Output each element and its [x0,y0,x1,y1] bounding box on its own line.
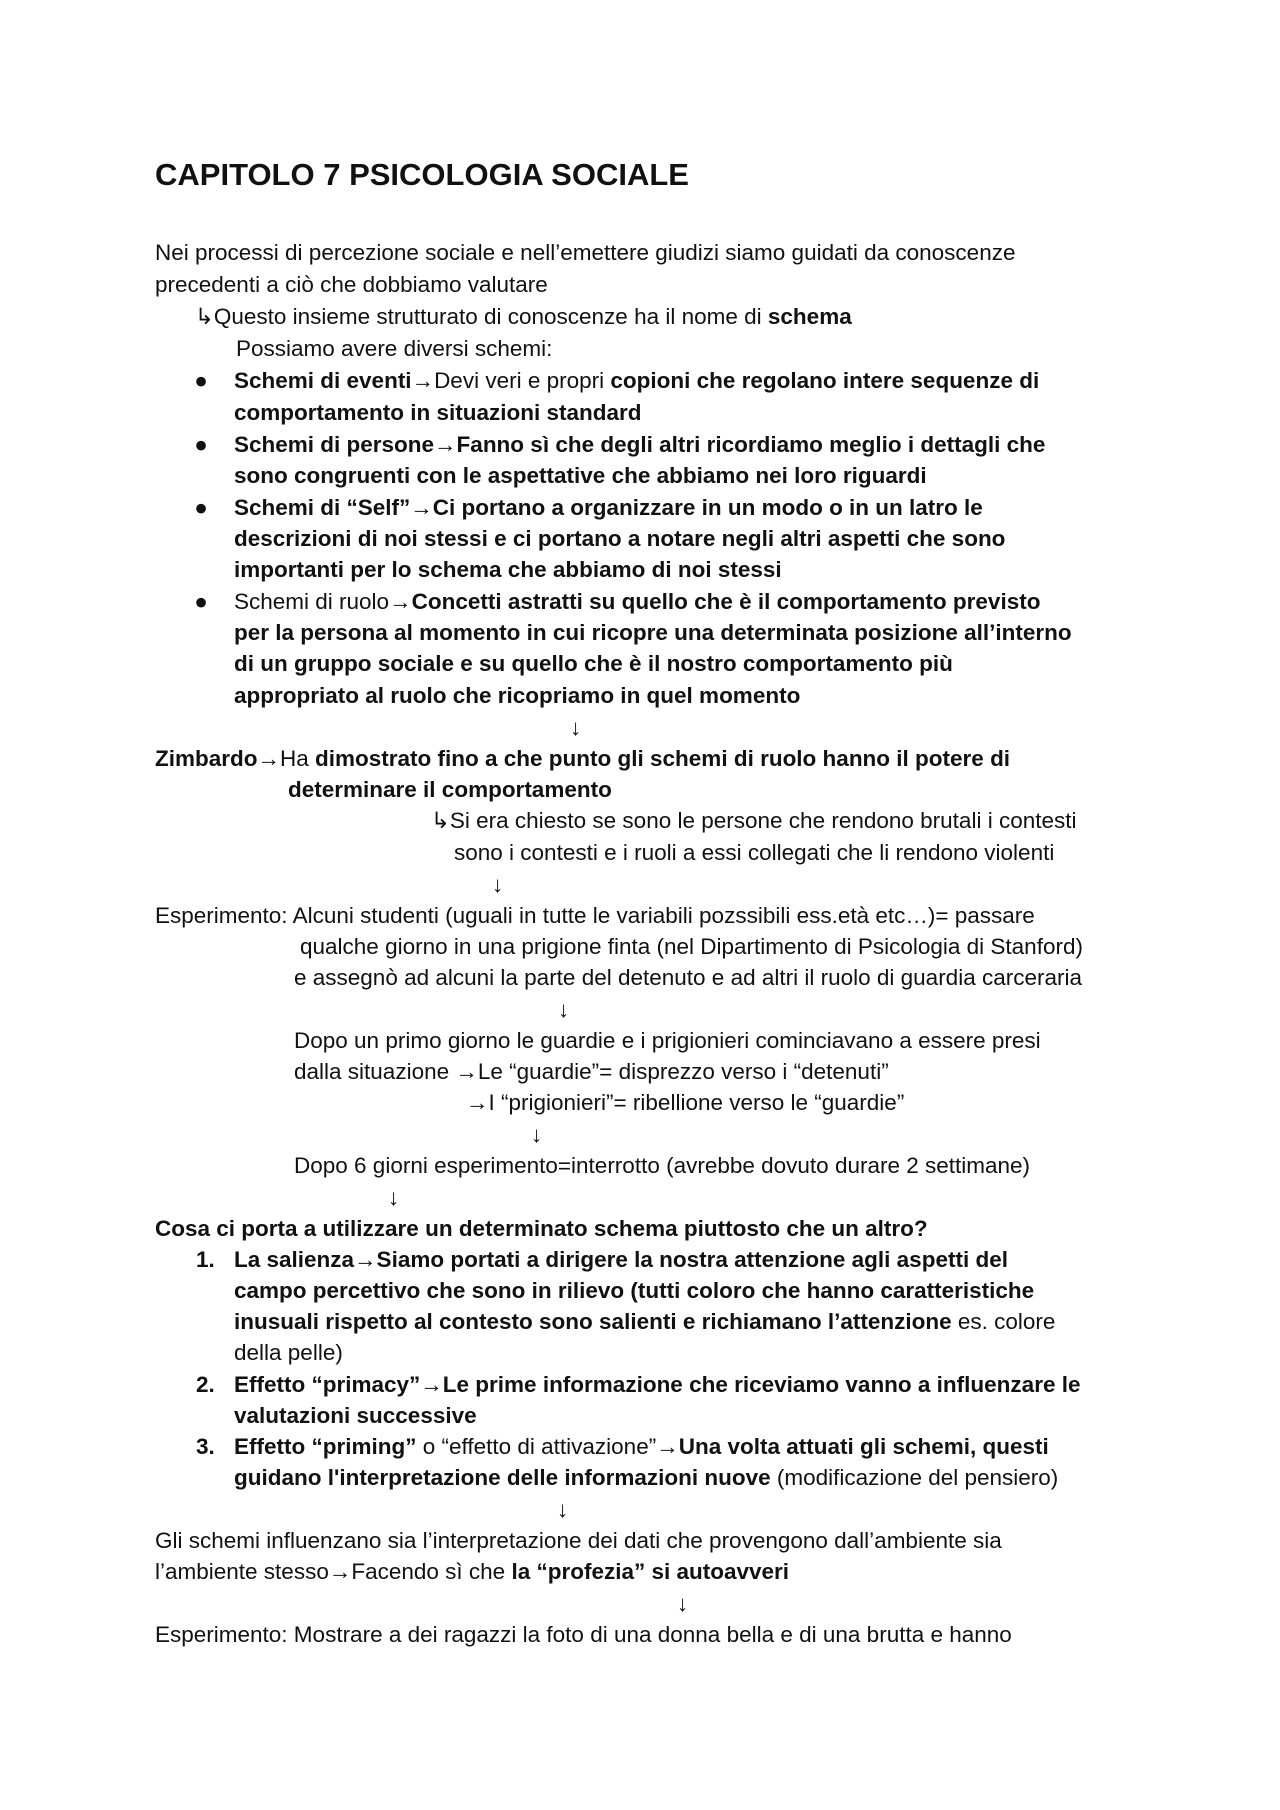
bullet-dot: ● [194,368,208,393]
list-number: 3. [196,1434,215,1459]
conclusion-line [155,1557,789,1587]
intro-line: Possiamo avere diversi schemi: [236,336,553,361]
bullet-dot: ● [194,432,208,457]
zimbardo-question: ↳Si era chiesto se sono le persone che rendono brutali i contesti [431,808,1077,833]
bullet-text-bold: →Concetti astratti su quello che è il comportamento previsto [389,589,1041,614]
numbered-text-bold: valutazioni successive [234,1403,477,1428]
list-number: 2. [196,1372,215,1397]
numbered-text-plain: (modificazione del pensiero) [770,1465,1059,1490]
esperimento-line: Dopo un primo giorno le guardie e i prigionieri cominciavano a essere presi [294,1028,1041,1053]
down-arrow: ↓ [570,715,582,740]
schema-definition [195,302,852,332]
numbered-text: della pelle) [234,1340,343,1365]
down-arrow: ↓ [677,1591,689,1616]
bullet-text: →Devi veri e propri [411,368,611,393]
down-arrow: ↓ [531,1122,543,1147]
numbered-item-priming [234,1432,1049,1462]
down-arrow: ↓ [388,1185,400,1210]
bullet-dot: ● [194,589,208,614]
numbered-text [234,1463,1058,1493]
bullet-item-schemi-ruolo [234,587,1040,617]
numbered-item-salienza: La salienza→Siamo portati a dirigere la nostra attenzione agli aspetti del [234,1247,1008,1272]
numbered-item-primacy: Effetto “primacy”→Le prime informazione che riceviamo vanno a influenzare le [234,1372,1081,1397]
numbered-text-plain: es. colore [951,1309,1056,1334]
esperimento-line: qualche giorno in una prigione finta (nel Dipartimento di Psicologia di Stanford) [300,934,1083,959]
down-arrow: ↓ [557,1497,569,1522]
bullet-text-bold: comportamento in situazioni standard [234,400,642,425]
zimbardo-question: sono i contesti e i ruoli a essi collegati che li rendono violenti [454,840,1055,865]
bullet-item-schemi-persone: Schemi di persone→Fanno sì che degli altri ricordiamo meglio i dettagli che [234,432,1046,457]
zimbardo-text-bold: dimostrato fino a che punto gli schemi di ruolo hanno il potere di [315,746,1011,771]
down-arrow: ↓ [492,872,504,897]
numbered-term: Effetto “priming” [234,1434,417,1459]
conclusion-text: l’ambiente stesso→Facendo sì che [155,1559,512,1584]
page-title: CAPITOLO 7 PSICOLOGIA SOCIALE [155,157,689,192]
bullet-term: Schemi di eventi [234,368,412,393]
esperimento-line: Esperimento: Alcuni studenti (uguali in tutte le variabili pozssibili ess.età etc…)= passare [155,903,1035,928]
numbered-text-bold: inusuali rispetto al contesto sono salienti e richiamano l’attenzione [234,1309,952,1334]
numbered-text-bold: Una volta attuati gli schemi, questi [678,1434,1049,1459]
intro-line: Nei processi di percezione sociale e nell’emettere giudizi siamo guidati da conoscenze [155,240,1016,265]
bullet-text-bold: descrizioni di noi stessi e ci portano a notare negli altri aspetti che sono [234,526,1006,551]
schema-term: schema [767,304,852,329]
numbered-text-plain: o “effetto di attivazione”→ [416,1434,679,1459]
bullet-text-bold: appropriato al ruolo che ricopriamo in quel momento [234,683,801,708]
bullet-item-schemi-eventi [234,366,1039,396]
esperimento-line: e assegnò ad alcuni la parte del detenuto e ad altri il ruolo di guardia carceraria [294,965,1082,990]
esperimento-line: dalla situazione →Le “guardie”= disprezzo verso i “detenuti” [294,1059,889,1084]
bullet-text-bold: importanti per lo schema che abbiamo di noi stessi [234,557,782,582]
bullet-item-schemi-self: Schemi di “Self”→Ci portano a organizzare in un modo o in un latro le [234,495,983,520]
zimbardo-line: determinare il comportamento [288,777,612,802]
bullet-term: Schemi di ruolo [234,589,390,614]
numbered-text [234,1307,1055,1337]
zimbardo-text: →Ha [257,746,316,771]
bullet-text-bold: sono congruenti con le aspettative che abbiamo nei loro riguardi [234,463,927,488]
list-number: 1. [196,1247,215,1272]
bullet-text-bold: di un gruppo sociale e su quello che è il nostro comportamento più [234,651,953,676]
esperimento-line: Esperimento: Mostrare a dei ragazzi la foto di una donna bella e di una brutta e hanno [155,1622,1012,1647]
down-arrow: ↓ [558,997,570,1022]
numbered-text-bold: campo percettivo che sono in rilievo (tutti coloro che hanno caratteristiche [234,1278,1035,1303]
conclusion-line: Gli schemi influenzano sia l’interpretazione dei dati che provengono dall’ambiente sia [155,1528,1002,1553]
esperimento-line: Dopo 6 giorni esperimento=interrotto (avrebbe dovuto durare 2 settimane) [294,1153,1031,1178]
zimbardo-line [155,744,1010,774]
bullet-text-bold: copioni che regolano intere sequenze di [610,368,1040,393]
section-question: Cosa ci porta a utilizzare un determinato schema piuttosto che un altro? [155,1216,928,1241]
conclusion-text-bold: la “profezia” si autoavveri [511,1559,790,1584]
zimbardo-name: Zimbardo [155,746,258,771]
schema-definition-text: ↳Questo insieme strutturato di conoscenze ha il nome di [195,304,768,329]
bullet-text-bold: per la persona al momento in cui ricopre una determinata posizione all’interno [234,620,1072,645]
intro-line: precedenti a ciò che dobbiamo valutare [155,272,548,297]
bullet-dot: ● [194,495,208,520]
esperimento-line: →I “prigionieri”= ribellione verso le “guardie” [466,1090,905,1115]
numbered-text-bold: guidano l'interpretazione delle informazioni nuove [234,1465,771,1490]
